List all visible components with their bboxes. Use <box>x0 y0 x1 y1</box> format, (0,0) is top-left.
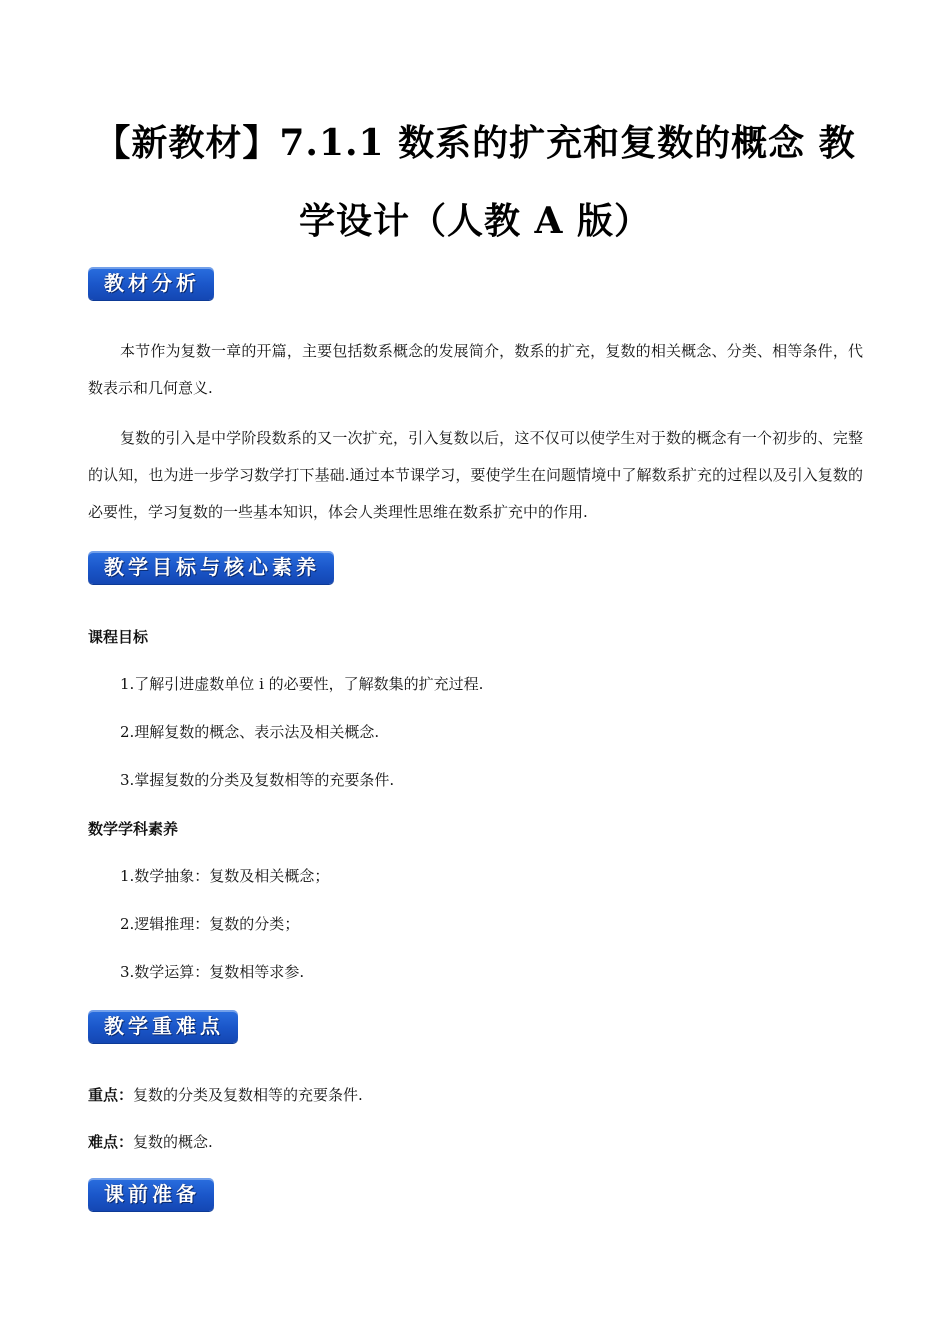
literacy-item: 3.数学运算：复数相等求参. <box>120 963 305 981</box>
section-badge-preparation <box>88 1178 214 1211</box>
literacy-item: 1.数学抽象：复数及相关概念； <box>120 867 330 885</box>
section-badge-label: 教材分析 <box>104 271 200 295</box>
section-badge-key-points <box>88 1010 238 1043</box>
section-badge-label: 教学重难点 <box>104 1014 224 1038</box>
course-goal-item: 3.掌握复数的分类及复数相等的充要条件. <box>120 771 395 789</box>
key-point-text: 复数的分类及复数相等的充要条件. <box>133 1086 363 1104</box>
key-point-label: 重点： <box>88 1086 134 1104</box>
section-badge-label: 课前准备 <box>104 1182 200 1206</box>
course-goal-item: 2.理解复数的概念、表示法及相关概念. <box>120 723 380 741</box>
document-title-line-2: 学设计（人教 A 版） <box>299 200 651 242</box>
literacy-item: 2.逻辑推理：复数的分类； <box>120 915 300 933</box>
document-title-line-1: 【新教材】7.1.1 数系的扩充和复数的概念 教 <box>94 122 856 164</box>
difficulty-label: 难点： <box>88 1133 134 1151</box>
paragraph-material-analysis-2: 复数的引入是中学阶段数系的又一次扩充，引入复数以后，这不仅可以使学生对于数的概念有一个初步的、完整的认知，也为进一步学习数学打下基础.通过本节课学习，要使学生在问题情境中了解数系扩充的过程以及引入复数的必要性，学习复数的一些基本知识，体会人类理性思维在数系扩充中的作用. <box>88 429 863 521</box>
course-goal-item: 1.了解引进虚数单位 i 的必要性，了解数集的扩充过程. <box>120 675 484 693</box>
heading-math-literacy: 数学学科素养 <box>88 820 179 838</box>
section-badge-label: 教学目标与核心素养 <box>104 555 320 579</box>
heading-course-goals: 课程目标 <box>88 628 149 646</box>
paragraph-material-analysis-1: 本节作为复数一章的开篇，主要包括数系概念的发展简介，数系的扩充，复数的相关概念、分类、相等条件，代数表示和几何意义. <box>88 342 863 397</box>
difficulty-text: 复数的概念. <box>133 1133 213 1151</box>
difficulty-row <box>88 1131 213 1152</box>
section-badge-material-analysis <box>88 267 214 300</box>
key-point-row <box>88 1084 363 1105</box>
section-badge-objectives <box>88 551 334 584</box>
